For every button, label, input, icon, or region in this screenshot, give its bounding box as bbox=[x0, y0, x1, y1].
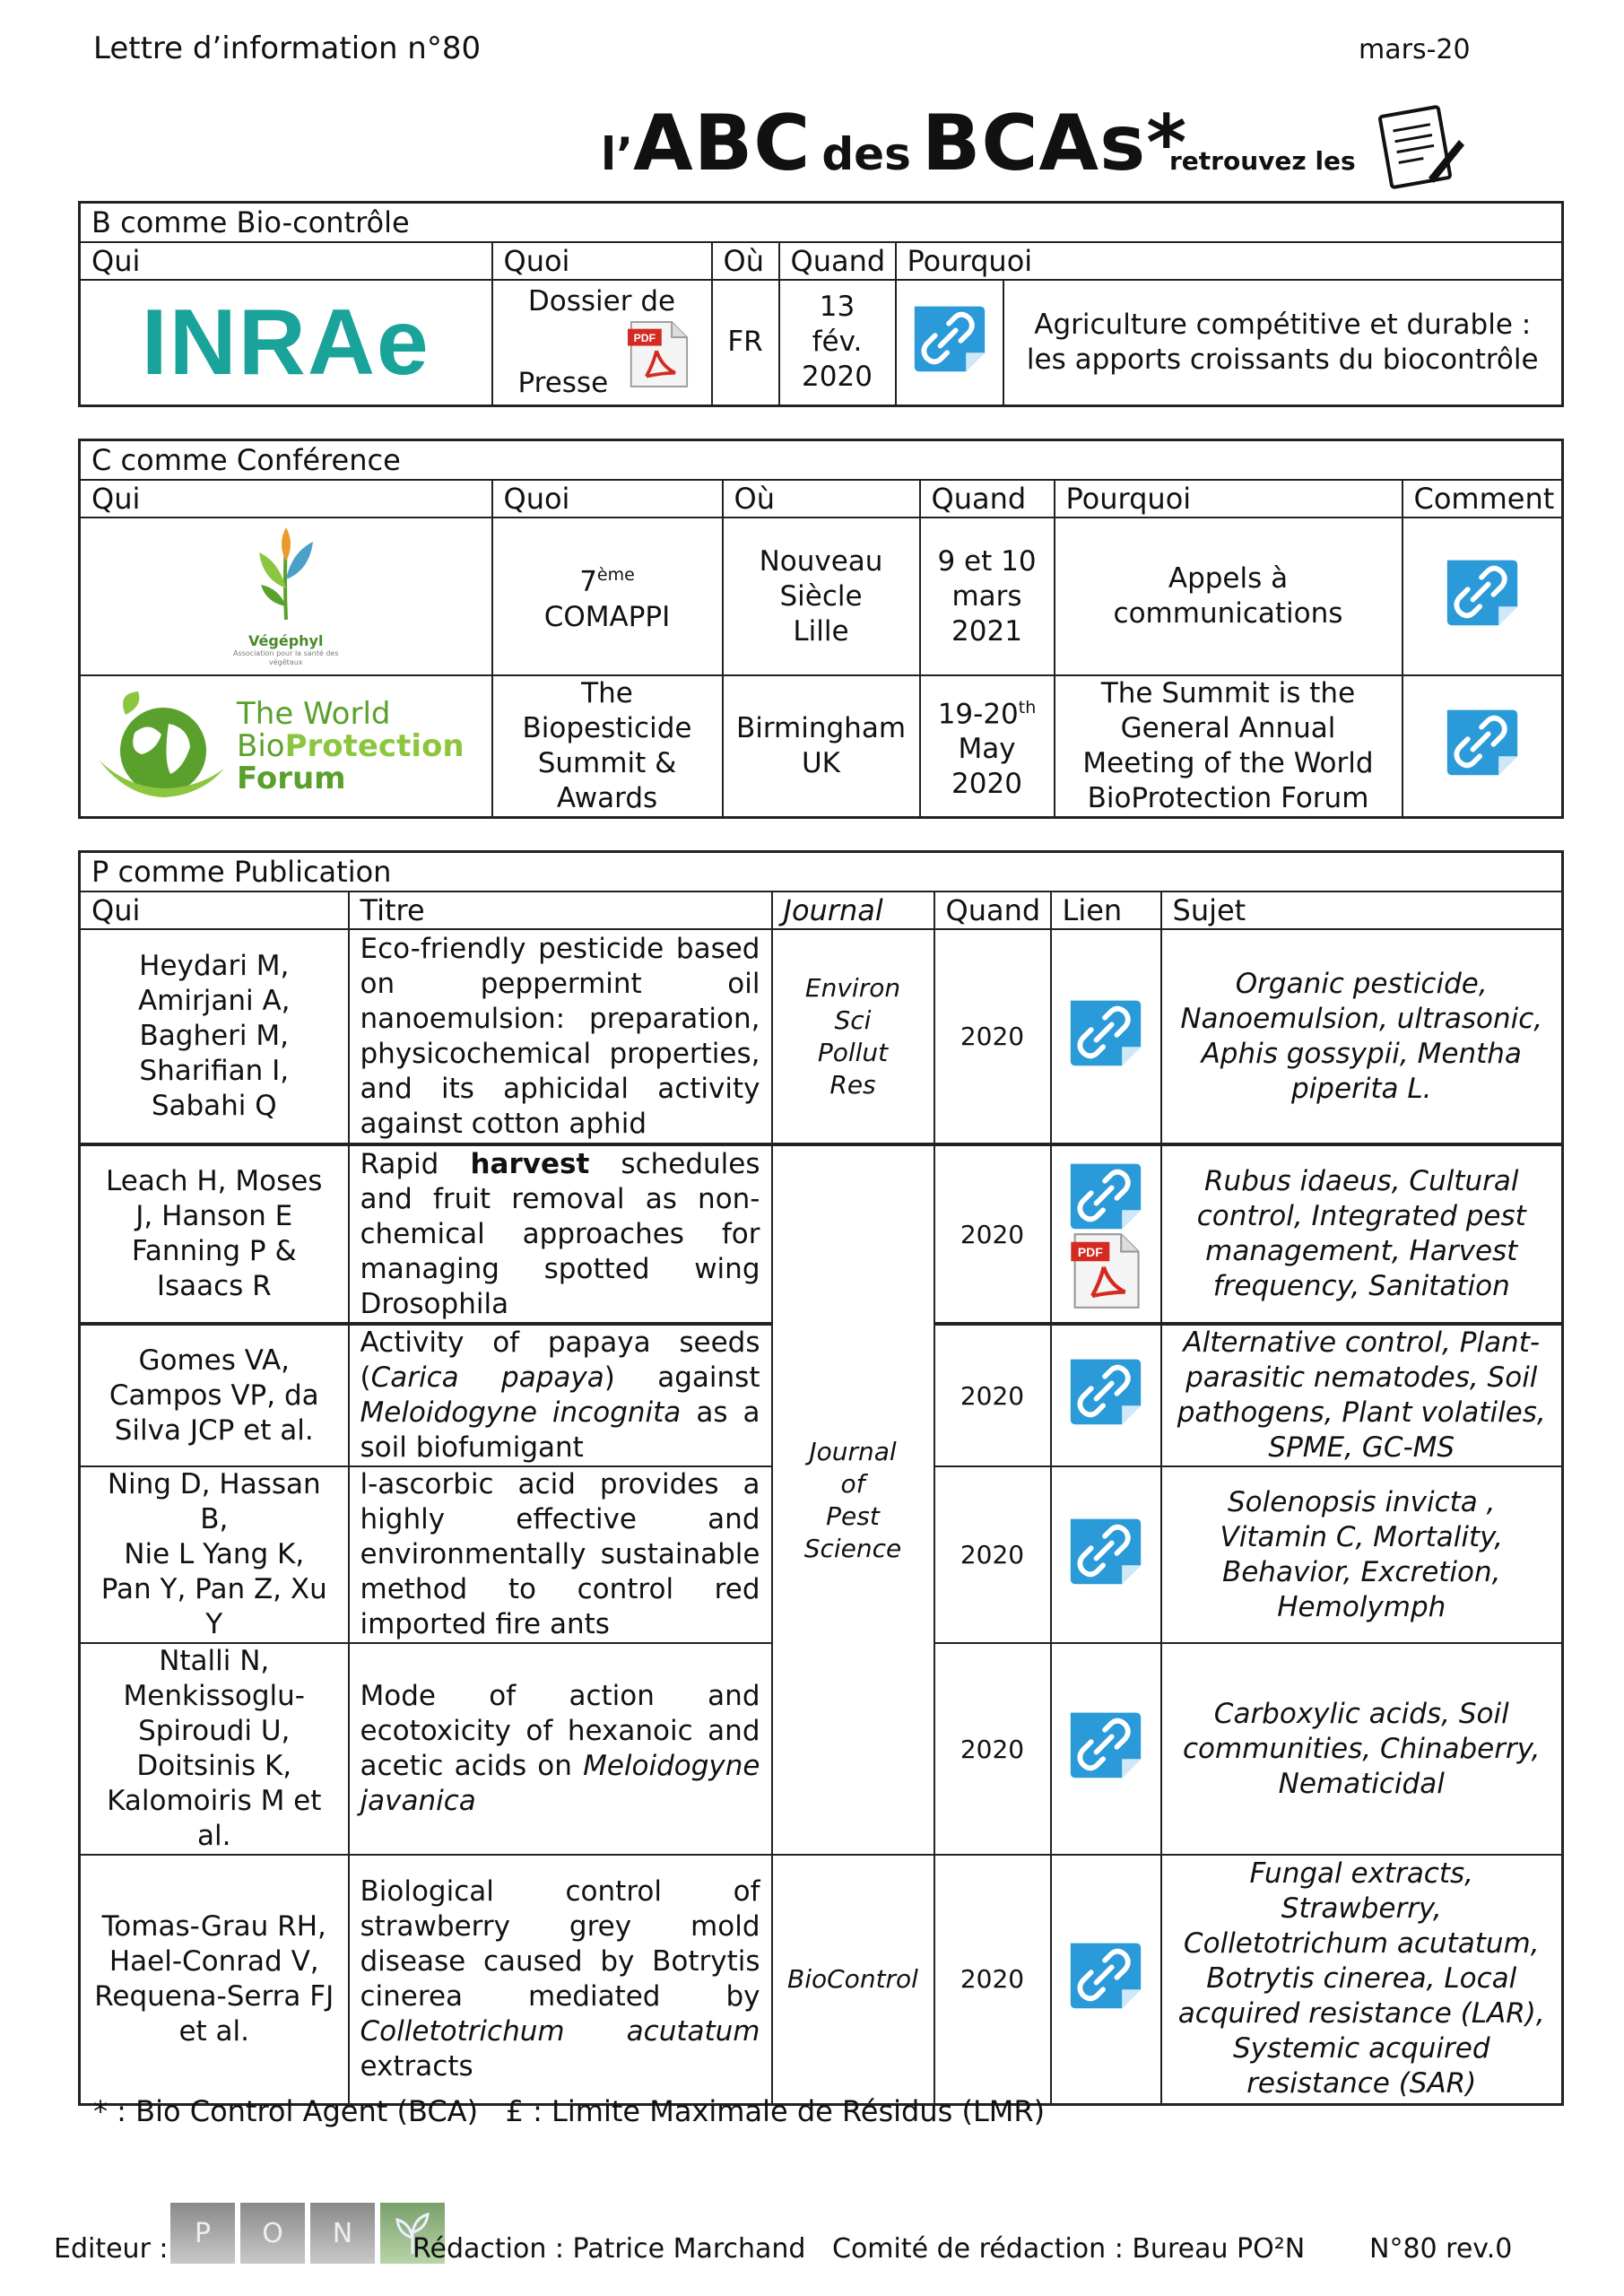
journal-line: Environ bbox=[804, 972, 901, 1003]
col-quoi: Quoi bbox=[492, 480, 723, 517]
title-abc: ABC bbox=[633, 99, 812, 188]
author-line: Silva JCP et al. bbox=[114, 1413, 314, 1447]
sujet-line: Solenopsis invicta , bbox=[1227, 1485, 1496, 1518]
sujet-line: Rubus idaeus, Cultural bbox=[1204, 1165, 1519, 1197]
author-line: Y bbox=[205, 1608, 223, 1640]
pon-logo bbox=[170, 2203, 450, 2264]
author-line: Nie L Yang K, bbox=[124, 1538, 305, 1570]
qui-cell bbox=[80, 929, 349, 1144]
col-quand: Quand bbox=[779, 242, 896, 280]
wbf-line3: Forum bbox=[237, 761, 346, 796]
qui-cell bbox=[80, 1324, 349, 1466]
sujet-line: Colletotrichum acutatum, bbox=[1183, 1927, 1540, 1961]
comment-cell bbox=[1403, 517, 1563, 675]
author-line: Tomas-Grau RH, bbox=[101, 1909, 326, 1943]
qui-cell bbox=[80, 1643, 349, 1855]
titre-part: as a soil biofumigant bbox=[360, 1396, 760, 1464]
author-line: Menkissoglu- bbox=[123, 1680, 305, 1712]
titre-cell: Eco-friendly pesticide based on peppermint oil nanoemulsion: preparation, physicochemical properties, and its aphicidal activity against cotton aphid bbox=[349, 929, 772, 1144]
sujet-line: Carboxylic acids, Soil bbox=[1213, 1697, 1509, 1730]
author-line: Pan Y, Pan Z, Xu bbox=[100, 1573, 327, 1605]
quand-year: 2020 bbox=[802, 361, 873, 394]
sujet-line: frequency, Sanitation bbox=[1212, 1270, 1510, 1302]
lien-cell bbox=[1051, 1466, 1161, 1643]
publication-table bbox=[78, 850, 1564, 2106]
inrae-logo-text: INRAe bbox=[141, 290, 430, 395]
quand-month: fév. bbox=[812, 326, 863, 359]
pourquoi-line: Meeting of the World bbox=[1082, 747, 1374, 779]
pdf-icon[interactable] bbox=[628, 318, 689, 390]
section-heading-bio: B comme Bio-contrôle bbox=[80, 203, 1563, 243]
quoi-name: COMAPPI bbox=[543, 600, 671, 633]
link-icon[interactable] bbox=[1444, 555, 1521, 629]
sujet-line: resistance (SAR) bbox=[1246, 2067, 1477, 2100]
inrae-logo bbox=[80, 280, 492, 405]
quand-line: mars bbox=[951, 579, 1022, 613]
retrouvez-label: retrouvez les bbox=[1169, 146, 1356, 176]
ou-cell: FR bbox=[712, 280, 779, 405]
quoi-line: Summit & bbox=[537, 747, 677, 779]
pourquoi-cell bbox=[1055, 517, 1403, 675]
col-lien: Lien bbox=[1051, 891, 1161, 929]
sujet-cell bbox=[1161, 929, 1563, 1144]
sujet-line: Botrytis cinerea, Local bbox=[1206, 1962, 1517, 1996]
ou-cell bbox=[723, 517, 920, 675]
col-qui: Qui bbox=[80, 242, 492, 280]
author-line: Hael-Conrad V, bbox=[109, 1944, 319, 1978]
pourquoi-cell bbox=[1003, 280, 1563, 405]
author-line: Heydari M, bbox=[139, 950, 290, 982]
author-line: al. bbox=[197, 1820, 231, 1852]
link-icon[interactable] bbox=[1444, 705, 1521, 778]
lien-cell bbox=[1051, 929, 1161, 1144]
author-line: Sharifian I, bbox=[139, 1055, 290, 1087]
sujet-line: piperita L. bbox=[1290, 1072, 1432, 1105]
author-line: Leach H, Moses bbox=[106, 1165, 323, 1197]
quand-cell: 2020 bbox=[934, 1466, 1051, 1643]
pourquoi-line: Agriculture compétitive et durable : bbox=[1034, 308, 1532, 341]
comment-cell bbox=[1403, 675, 1563, 818]
section-heading-pub: P comme Publication bbox=[80, 852, 1563, 892]
author-line: Kalomoiris M et bbox=[107, 1785, 322, 1817]
quand-cell bbox=[920, 675, 1055, 818]
journal-line: Pest bbox=[826, 1500, 880, 1531]
lien-cell bbox=[1051, 1144, 1161, 1324]
titre-bold: harvest bbox=[470, 1147, 590, 1180]
sujet-line: acquired resistance (LAR), bbox=[1177, 1997, 1545, 2031]
section-heading-conf: C comme Conférence bbox=[80, 440, 1563, 481]
sujet-cell bbox=[1161, 1855, 1563, 2104]
author-line: Bagheri M, bbox=[139, 1020, 289, 1052]
pourquoi-line: les apports croissants du biocontrôle bbox=[1026, 343, 1539, 376]
sujet-line: communities, Chinaberry, bbox=[1182, 1732, 1541, 1765]
lien-cell bbox=[1051, 1324, 1161, 1466]
titre-cell bbox=[349, 1855, 772, 2104]
quand-cell: 2020 bbox=[934, 1324, 1051, 1466]
footer-redaction: Rédaction : Patrice Marchand bbox=[413, 2233, 806, 2265]
qui-cell bbox=[80, 1144, 349, 1324]
pourquoi-line: Appels à bbox=[1168, 562, 1289, 595]
quand-cell: 2020 bbox=[934, 929, 1051, 1144]
sujet-line: Organic pesticide, bbox=[1235, 967, 1488, 1000]
journal-line: Pollut bbox=[817, 1037, 889, 1067]
globe-icon bbox=[90, 688, 233, 804]
vegephyl-name: Végéphyl bbox=[248, 632, 324, 649]
author-line: Isaacs R bbox=[156, 1270, 272, 1302]
sujet-line: Strawberry, bbox=[1281, 1892, 1442, 1926]
sujet-line: Nanoemulsion, ultrasonic, bbox=[1180, 1002, 1543, 1035]
titre-part: Activity of papaya seeds ( bbox=[360, 1326, 760, 1394]
document-icon[interactable] bbox=[1376, 100, 1466, 194]
quoi-line: Awards bbox=[556, 782, 658, 814]
footer-editeur: Editeur : bbox=[54, 2233, 169, 2265]
link-icon[interactable] bbox=[1067, 1159, 1144, 1232]
journal-cell: BioControl bbox=[772, 1855, 934, 2104]
sujet-line: SPME, GC-MS bbox=[1268, 1431, 1455, 1464]
titre-cell: l-ascorbic acid provides a highly effective and environmentally sustainable method to control red imported fire ants bbox=[349, 1466, 772, 1643]
ou-cell bbox=[723, 675, 920, 818]
titre-part: Rapid bbox=[360, 1147, 471, 1180]
titre-part: schedules and fruit removal as non-chemical approaches for managing spotted wing Drosophila bbox=[360, 1147, 760, 1320]
quand-line: May bbox=[958, 733, 1016, 766]
sujet-line: Nematicidal bbox=[1278, 1767, 1445, 1800]
link-icon[interactable] bbox=[1067, 1514, 1144, 1587]
quoi-num: 7 bbox=[579, 565, 597, 598]
quand-cell bbox=[779, 280, 896, 405]
newsletter-number: Lettre d’information n°80 bbox=[93, 30, 482, 66]
author-line: Campos VP, da bbox=[109, 1378, 319, 1412]
journal-cell-pest-science bbox=[772, 1144, 934, 1855]
journal-line: Science bbox=[803, 1533, 902, 1563]
link-cell bbox=[896, 280, 1003, 405]
col-qui: Qui bbox=[80, 891, 349, 929]
sujet-line: pathogens, Plant volatiles, bbox=[1177, 1396, 1546, 1429]
pourquoi-line: BioProtection Forum bbox=[1087, 782, 1369, 814]
vegephyl-leaf-icon bbox=[250, 526, 322, 624]
author-line: et al. bbox=[178, 2014, 250, 2048]
col-titre: Titre bbox=[349, 891, 772, 929]
quand-line: 2020 bbox=[951, 768, 1022, 801]
ou-line: Nouveau bbox=[759, 544, 883, 578]
titre-cell bbox=[349, 1324, 772, 1466]
quand-sup: th bbox=[1018, 697, 1037, 718]
sujet-line: Hemolymph bbox=[1277, 1590, 1446, 1623]
ou-line: Siècle bbox=[779, 579, 863, 613]
quoi-sup: ème bbox=[596, 565, 635, 586]
sujet-line: Fungal extracts, bbox=[1249, 1857, 1474, 1891]
quand-cell: 2020 bbox=[934, 1144, 1051, 1324]
author-line: J, Hanson E bbox=[135, 1200, 293, 1232]
journal-line: Journal bbox=[809, 1436, 897, 1466]
ou-line: Lille bbox=[793, 614, 849, 648]
vegephyl-subtitle: Association pour la santé des végétaux bbox=[232, 649, 339, 666]
lien-cell bbox=[1051, 1643, 1161, 1855]
author-line: Ning D, Hassan B, bbox=[107, 1468, 321, 1535]
title-des: des bbox=[821, 128, 911, 180]
table-row bbox=[80, 929, 1563, 1144]
link-icon[interactable] bbox=[1067, 1708, 1144, 1781]
pourquoi-line: General Annual bbox=[1120, 712, 1336, 744]
pon-letter: P bbox=[170, 2203, 235, 2264]
journal-line: Sci bbox=[834, 1004, 872, 1035]
quoi-dossier: Dossier de bbox=[527, 285, 676, 317]
col-pourquoi: Pourquoi bbox=[896, 242, 1563, 280]
quoi-line: Biopesticide bbox=[522, 712, 692, 744]
col-journal: Journal bbox=[772, 891, 934, 929]
lien-cell bbox=[1051, 1855, 1161, 2104]
titre-part: ) against bbox=[604, 1361, 760, 1394]
title-prefix: l’ bbox=[601, 128, 634, 180]
table-row bbox=[80, 1144, 1563, 1324]
ou-line: Birmingham bbox=[735, 712, 907, 744]
quoi-cell bbox=[492, 280, 712, 405]
quoi-edition bbox=[504, 558, 711, 599]
qui-cell bbox=[80, 1855, 349, 2104]
sujet-line: Behavior, Excretion, bbox=[1221, 1555, 1501, 1588]
author-line: Ntalli N, bbox=[159, 1645, 270, 1677]
col-quand: Quand bbox=[934, 891, 1051, 929]
author-line: Fanning P & bbox=[131, 1235, 297, 1267]
titre-cell bbox=[349, 1643, 772, 1855]
quand-day: 13 bbox=[819, 291, 855, 324]
sujet-cell bbox=[1161, 1643, 1563, 1855]
col-ou: Où bbox=[723, 480, 920, 517]
biocontrole-table bbox=[78, 201, 1564, 407]
titre-italic: Colletotrichum acutatum bbox=[360, 2014, 760, 2048]
pdf-icon[interactable] bbox=[1071, 1232, 1141, 1309]
titre-part: Mode of action and ecotoxicity of hexanoic and acetic acids on bbox=[360, 1680, 760, 1782]
ou-line: UK bbox=[801, 747, 841, 779]
sujet-line: Alternative control, Plant- bbox=[1183, 1326, 1541, 1359]
sujet-line: Aphis gossypii, Mentha bbox=[1201, 1037, 1522, 1070]
sujet-line: management, Harvest bbox=[1205, 1235, 1518, 1267]
author-line: Sabahi Q bbox=[151, 1090, 277, 1122]
quoi-cell bbox=[492, 675, 723, 818]
sujet-cell bbox=[1161, 1466, 1563, 1643]
table-row bbox=[80, 1855, 1563, 2104]
qui-cell bbox=[80, 1466, 349, 1643]
col-sujet: Sujet bbox=[1161, 891, 1563, 929]
col-ou: Où bbox=[712, 242, 779, 280]
link-icon[interactable] bbox=[1067, 996, 1144, 1069]
pon-letter: N bbox=[310, 2203, 375, 2264]
journal-line: Res bbox=[829, 1069, 876, 1100]
newsletter-date: mars-20 bbox=[1359, 34, 1471, 65]
sujet-line: parasitic nematodes, Soil bbox=[1185, 1361, 1538, 1394]
titre-italic: Meloidogyne javanica bbox=[360, 1750, 760, 1817]
titre-part: extracts bbox=[360, 2049, 473, 2083]
quand-line: 2021 bbox=[951, 614, 1022, 648]
col-quand: Quand bbox=[920, 480, 1055, 517]
footer-numero: N°80 rev.0 bbox=[1369, 2233, 1513, 2265]
titre-cell bbox=[349, 1144, 772, 1324]
sujet-cell bbox=[1161, 1324, 1563, 1466]
conference-table bbox=[78, 439, 1564, 819]
pourquoi-line: communications bbox=[1113, 597, 1343, 630]
titre-italic: Meloidogyne incognita bbox=[360, 1396, 682, 1429]
col-pourquoi: Pourquoi bbox=[1055, 480, 1403, 517]
sujet-line: control, Integrated pest bbox=[1196, 1200, 1526, 1232]
quoi-presse: Presse bbox=[517, 366, 609, 399]
quand-cell: 2020 bbox=[934, 1643, 1051, 1855]
quand-line: 9 et 10 bbox=[937, 544, 1037, 578]
quoi-line: The bbox=[581, 677, 633, 709]
quand-num: 19-20 bbox=[937, 698, 1019, 731]
footnote: * : Bio Control Agent (BCA) £ : Limite Maximale de Résidus (LMR) bbox=[93, 2094, 1046, 2128]
vegephyl-logo bbox=[80, 517, 492, 675]
col-comment: Comment bbox=[1403, 480, 1563, 517]
titre-italic: Carica papaya bbox=[370, 1361, 604, 1394]
col-quoi: Quoi bbox=[492, 242, 712, 280]
quand-cell: 2020 bbox=[934, 1855, 1051, 2104]
author-line: Amirjani A, bbox=[137, 985, 291, 1017]
author-line: Gomes VA, bbox=[138, 1344, 291, 1377]
quoi-cell bbox=[492, 517, 723, 675]
author-line: Doitsinis K, bbox=[136, 1750, 292, 1782]
pourquoi-line: The Summit is the bbox=[1100, 677, 1356, 709]
sujet-cell bbox=[1161, 1144, 1563, 1324]
page-title bbox=[601, 99, 1187, 188]
quand-cell bbox=[920, 517, 1055, 675]
footer-comite: Comité de rédaction : Bureau PO²N bbox=[832, 2233, 1306, 2265]
link-icon[interactable] bbox=[911, 301, 988, 375]
author-line: Requena-Serra FJ bbox=[94, 1979, 334, 2013]
titre-part: Biological control of strawberry grey mold disease caused by Botrytis cinerea mediated by bbox=[360, 1874, 760, 2013]
sujet-line: Systemic acquired bbox=[1232, 2032, 1490, 2066]
quand-days bbox=[932, 691, 1043, 732]
journal-line: of bbox=[840, 1468, 865, 1499]
wbf-line2b: Protection bbox=[284, 728, 465, 764]
wbf-logo bbox=[80, 675, 492, 818]
sujet-line: Vitamin C, Mortality, bbox=[1220, 1520, 1503, 1553]
pourquoi-cell bbox=[1055, 675, 1403, 818]
title-bcas: BCAs* bbox=[921, 99, 1188, 188]
pon-letter: O bbox=[240, 2203, 305, 2264]
link-icon[interactable] bbox=[1067, 1938, 1144, 2012]
wbf-line2a: Bio bbox=[237, 728, 285, 764]
col-qui: Qui bbox=[80, 480, 492, 517]
wbf-line1: The World bbox=[237, 696, 391, 732]
author-line: Spiroudi U, bbox=[138, 1715, 291, 1747]
journal-cell bbox=[772, 929, 934, 1144]
link-icon[interactable] bbox=[1067, 1354, 1144, 1428]
